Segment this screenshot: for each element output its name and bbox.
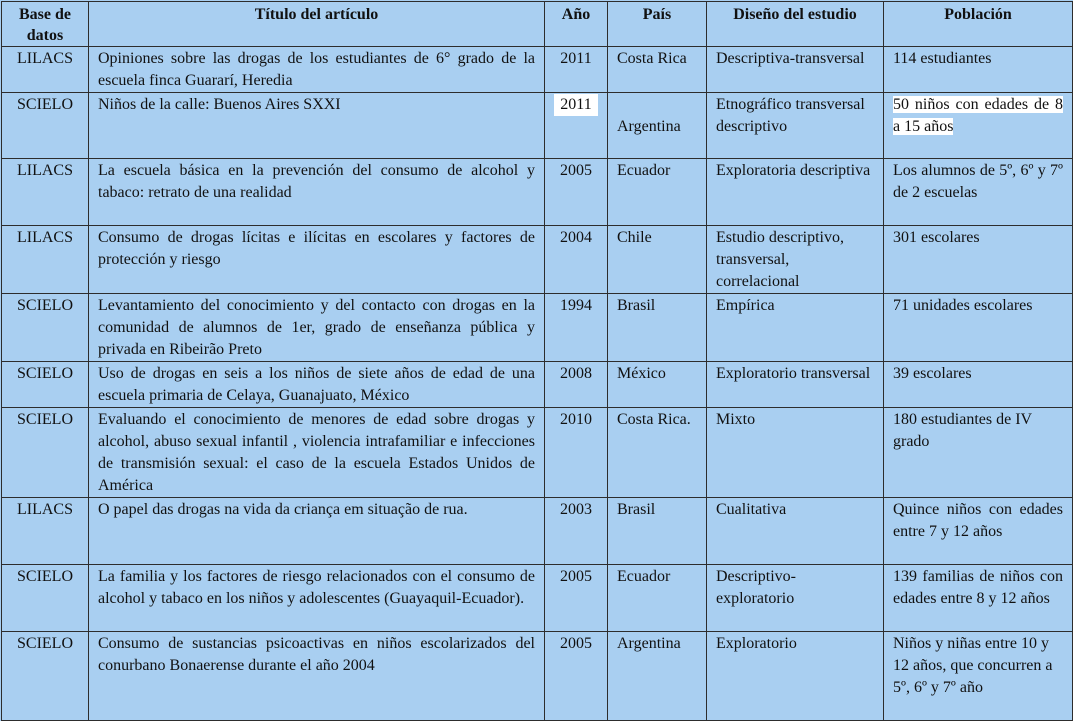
cell-diseno: Exploratorio [707,632,884,721]
cell-poblacion: 180 estudiantes de IV grado [884,408,1073,498]
cell-titulo: Uso de drogas en seis a los niños de siete años de edad de una escuela primaria de Celaya, Guanajuato, México [89,362,545,408]
cell-diseno: Estudio descriptivo, transversal, correlacional [707,226,884,294]
cell-anio: 2010 [545,408,608,498]
table-row [2,226,1073,294]
highlighted-population: 50 niños con edades de 8 a 15 años [893,96,1063,135]
cell-poblacion: 114 estudiantes [884,47,1073,93]
header-pais: País [608,2,707,47]
cell-pais: Argentina [608,632,707,721]
cell-diseno: Empírica [707,294,884,362]
cell-anio [545,93,608,159]
cell-titulo: La familia y los factores de riesgo relacionados con el consumo de alcohol y tabaco en los niños y adolescentes (Guayaquil-Ecuador). [89,565,545,632]
cell-base: SCIELO [2,408,89,498]
cell-poblacion: 139 familias de niños con edades entre 8 y 12 años [884,565,1073,632]
header-titulo: Título del artículo [89,2,545,47]
table-row [2,565,1073,632]
cell-pais: Ecuador [608,565,707,632]
cell-pais [608,93,707,159]
header-base: Base de datos [2,2,89,47]
header-poblacion: Población [884,2,1073,47]
table-row [2,93,1073,159]
cell-pais: Costa Rica. [608,408,707,498]
cell-anio: 1994 [545,294,608,362]
cell-diseno: Etnográfico transversal descriptivo [707,93,884,159]
cell-base: SCIELO [2,362,89,408]
cell-base: LILACS [2,226,89,294]
cell-anio: 2011 [545,47,608,93]
cell-titulo: Niños de la calle: Buenos Aires SXXI [89,93,545,159]
cell-titulo: La escuela básica en la prevención del consumo de alcohol y tabaco: retrato de una realidad [89,159,545,226]
table-row [2,362,1073,408]
cell-base: LILACS [2,47,89,93]
cell-anio: 2005 [545,565,608,632]
literature-table [1,1,1073,721]
cell-base: SCIELO [2,565,89,632]
cell-base: SCIELO [2,93,89,159]
cell-pais: Chile [608,226,707,294]
cell-diseno: Exploratoria descriptiva [707,159,884,226]
cell-pais: Costa Rica [608,47,707,93]
cell-poblacion: 301 escolares [884,226,1073,294]
cell-pais: México [608,362,707,408]
header-row [2,2,1073,47]
cell-poblacion: 71 unidades escolares [884,294,1073,362]
cell-titulo: Levantamiento del conocimiento y del contacto con drogas en la comunidad de alumnos de 1er, grado de enseñanza pública y privada en Ribeirão Preto [89,294,545,362]
cell-poblacion: Niños y niñas entre 10 y 12 años, que concurren a 5º, 6º y 7º año [884,632,1073,721]
table-row [2,632,1073,721]
cell-diseno: Cualitativa [707,498,884,565]
header-diseno: Diseño del estudio [707,2,884,47]
cell-diseno: Descriptiva-transversal [707,47,884,93]
cell-base: LILACS [2,498,89,565]
country-text: Argentina [617,118,681,135]
cell-poblacion [884,93,1073,159]
cell-titulo: O papel das drogas na vida da criança em situação de rua. [89,498,545,565]
cell-poblacion: Quince niños con edades entre 7 y 12 años [884,498,1073,565]
cell-anio: 2008 [545,362,608,408]
cell-titulo: Evaluando el conocimiento de menores de edad sobre drogas y alcohol, abuso sexual infantil , violencia intrafamiliar e infecciones de transmisión sexual: el caso de la escuela Estados Unidos de América [89,408,545,498]
cell-pais: Ecuador [608,159,707,226]
cell-titulo: Consumo de sustancias psicoactivas en niños escolarizados del conurbano Bonaerense durante el año 2004 [89,632,545,721]
cell-anio: 2005 [545,159,608,226]
cell-titulo: Opiniones sobre las drogas de los estudiantes de 6° grado de la escuela finca Guararí, Heredia [89,47,545,93]
highlighted-year: 2011 [554,94,597,116]
cell-diseno: Exploratorio transversal [707,362,884,408]
cell-diseno: Descriptivo-exploratorio [707,565,884,632]
cell-pais: Brasil [608,294,707,362]
cell-base: SCIELO [2,632,89,721]
table-row [2,408,1073,498]
table-row [2,47,1073,93]
cell-anio: 2003 [545,498,608,565]
cell-poblacion: Los alumnos de 5º, 6º y 7º de 2 escuelas [884,159,1073,226]
cell-base: LILACS [2,159,89,226]
cell-pais: Brasil [608,498,707,565]
cell-anio: 2004 [545,226,608,294]
table-row [2,498,1073,565]
table-row [2,159,1073,226]
header-anio: Año [545,2,608,47]
cell-titulo: Consumo de drogas lícitas e ilícitas en escolares y factores de protección y riesgo [89,226,545,294]
cell-diseno: Mixto [707,408,884,498]
table-row [2,294,1073,362]
cell-poblacion: 39 escolares [884,362,1073,408]
cell-base: SCIELO [2,294,89,362]
cell-anio: 2005 [545,632,608,721]
